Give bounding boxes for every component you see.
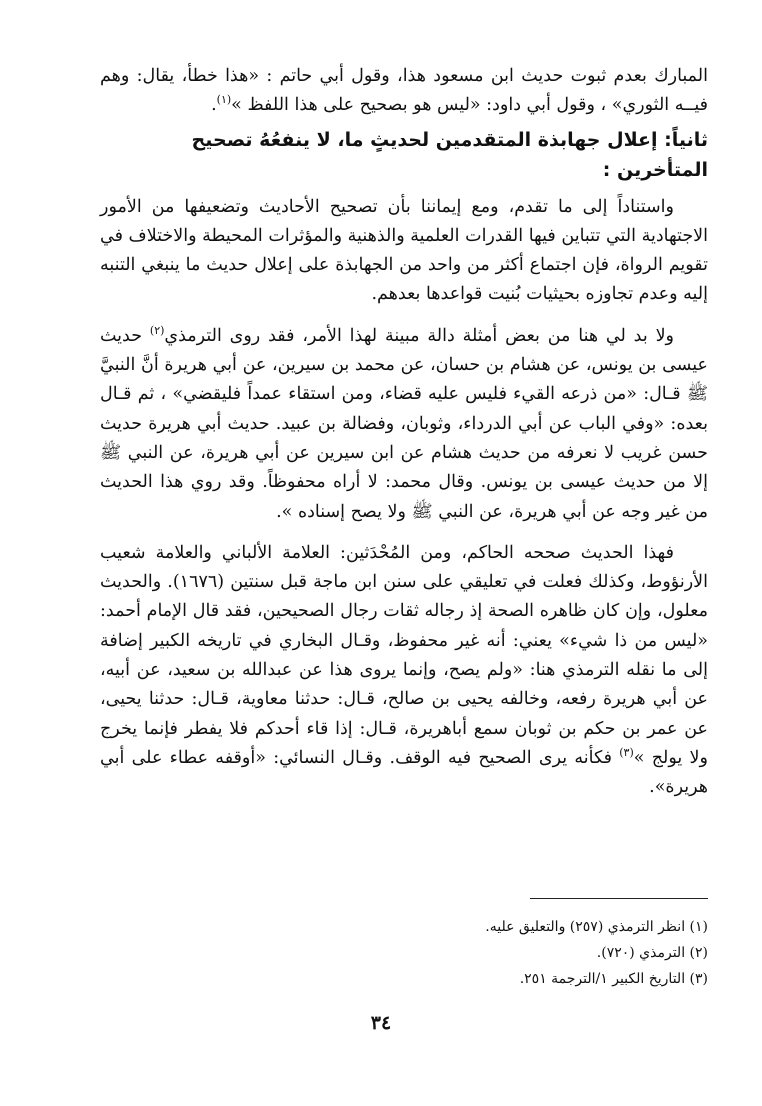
footnote-divider [530,898,708,899]
footnote-1: (١) انظر الترمذي (٢٥٧) والتعليق عليه. [485,919,708,935]
paragraph-1: المبارك بعدم ثبوت حديث ابن مسعود هذا، وقول أبي حاتم : «هذا خطأ، يقال: وهم فيــه الثوري» ، وقول أبي داود: «ليس هو بصحيح على هذا اللفظ »$^{(١)}$. [100,66,708,116]
section-heading: ثانياً: إعلال جهابذة المتقدمين لحديثٍ ما، لا ينفعُهُ تصحيح المتأخرين : [191,128,708,181]
paragraph-4-start: فهذا الحديث صححه الحاكم، ومن المُحْدَثين: العلامة الألباني والعلامة شعيب الأرنؤوط، وكذلك فعلت في تعليقي على سنن ابن ماجة قبل سنتين (١٦٧٦). والحديث معلول، وإن كان ظاهره الصحة إذ رجاله ثقات رجال الصحيحين، فقد قال الإمام أحمد: «ليس من ذا شيء» يعني: أنه غير محفوظ، وقـال البخاري في تاريخه الكبير إضافة إلى ما نقله الترمذي هنا: «ولم يصح، وإنما يروى هذا عن عبدالله بن سعيد، عن أبيه، عن أبي هريرة رفعه، وخالفه يحيى بن صالح، قـال: حدثنا معاوية، قـال: حدثنا يحيى، عن عمر بن حكم بن ثوبان سمع أباهريرة، قـال: إذا قاء أحدكم فلا يفطر فإنما يخرج ولا يولج » [100,542,709,768]
main-text [100,62,708,803]
footnote-2: (٢) الترمذي (٧٢٠). [596,945,708,961]
footnote-marker-1: (١) [216,93,232,107]
footnote-3: (٣) التاريخ الكبير ١/الترجمة ٢٥١. [519,971,708,987]
paragraph-4 [100,539,708,803]
paragraph-3-rest: حديث عيسى بن يونس، عن هشام بن حسان، عن محمد بن سيرين، عن أبي هريرة أنَّ النبيَّ ﷺ قـال: «من ذرعه القيء فليس عليه قضاء، ومن استقاء عمداً فليقضي» ، ثم قـال بعده: «وفي الباب عن أبي الدرداء، وثوبان، وفضالة بن عبيد. حديث أبي هريرة حديث حسن غريب لا نعرفه من حديث هشام عن ابن سيرين عن أبي هريرة، عن النبي ﷺ إلا من حديث عيسى بن يونس. وقال محمد: لا أراه محفوظاً. وقد روي هذا الحديث من غير وجه عن أبي هريرة، عن النبي ﷺ ولا يصح إسناده ». [100,325,708,522]
paragraph-3-start: ولا بد لي هنا من بعض أمثلة دالة مبينة لهذا الأمر، فقد روى الترمذي [164,325,675,346]
footnotes [100,914,708,992]
paragraph-4-rest: فكأنه يرى الصحيح فيه الوقف. وقـال النسائي: «أوقفه عطاء على أبي هريرة». [100,747,708,798]
paragraph-1-text: المبارك بعدم ثبوت حديث ابن مسعود هذا، وقول أبي حاتم : «هذا خطأ، يقال: وهم فيــه الثوري» ، وقول أبي داود: «ليس هو بصحيح على هذا اللفظ » [100,66,708,116]
paragraph-3 [100,322,708,527]
footnote-marker-3: (٣) [619,746,634,760]
paragraph-2: واستناداً إلى ما تقدم، ومع إيماننا بأن تصحيح الأحاديث وتضعيفها من الأمور الاجتهادية التي تتباين فيها القدرات العلمية والذهنية والمؤثرات المحيطة والاختلاف في تقويم الرواة، فإن اجتماع أكثر من واحد من الجهابذة على إعلال حديث ما ينبغي التنبه إليه وعدم تجاوزه بحيثيات بُنيت قواعدها بعدهم. [100,196,708,305]
page-number: ٣٤ [370,1012,392,1034]
footnote-marker-2: (٢) [149,323,165,337]
